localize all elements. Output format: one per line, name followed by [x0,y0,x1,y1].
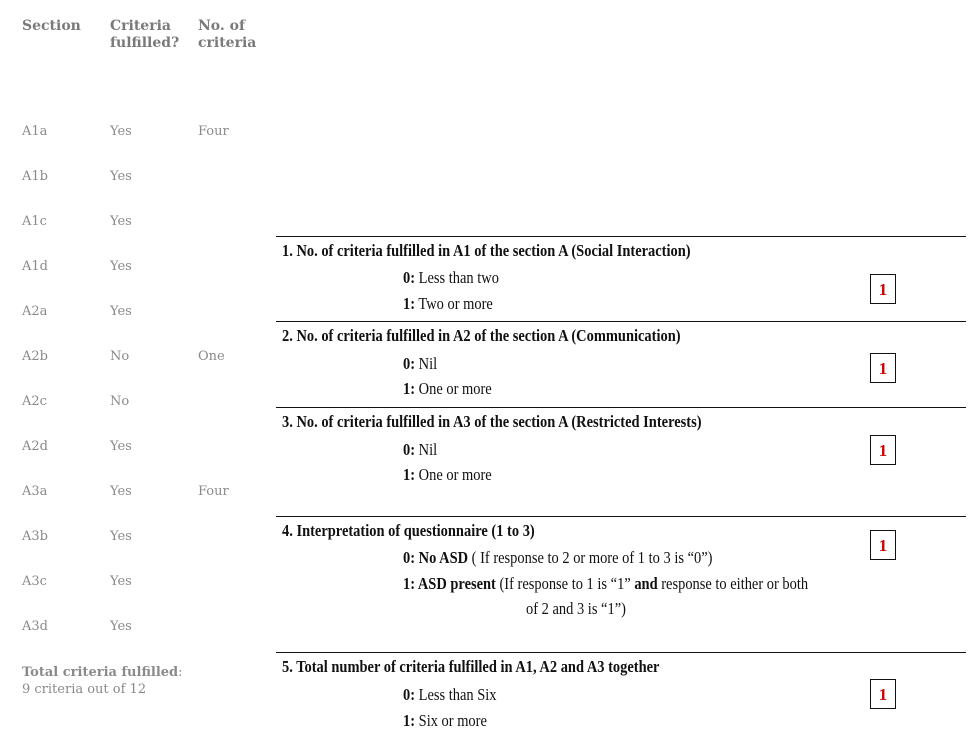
option-0: 0: No ASD ( If response to 2 or more of 1 to 3 is “0”) [403,548,713,567]
option-0: 0: Nil [403,354,438,373]
section-cell: A3a [22,484,48,499]
section-cell: A3b [22,529,48,544]
total-value: 9 criteria out of 12 [22,682,147,697]
option-1: 1: ASD present (If response to 1 is “1” and response to either or both [403,574,809,593]
total-label: Total criteria fulfilled [22,665,179,680]
question-block-2 [276,321,966,407]
header-criteria-fulfilled: Criteria fulfilled? [110,18,180,51]
section-cell: A2a [22,304,48,319]
score-box: 1 [870,274,896,304]
section-cell: A1b [22,169,48,184]
count-cell: One [198,349,225,364]
question-block-4 [276,516,966,652]
section-cell: A3d [22,619,48,634]
question-title: 2. No. of criteria fulfilled in A2 of the section A (Communication) [282,326,681,345]
option-0: 0: Less than two [403,268,499,287]
fulfilled-cell: No [110,394,130,409]
option-0: 0: Less than Six [403,685,497,704]
fulfilled-cell: Yes [110,169,132,184]
section-cell: A2d [22,439,48,454]
section-cell: A3c [22,574,47,589]
option-1: 1: One or more [403,379,492,398]
fulfilled-cell: No [110,349,130,364]
count-cell: Four [198,124,229,139]
header-no-of-criteria: No. of criteria [198,18,257,51]
option-1-continued: of 2 and 3 is “1”) [526,599,626,618]
count-cell: Four [198,484,229,499]
score-box: 1 [870,679,896,709]
fulfilled-cell: Yes [110,619,132,634]
option-1: 1: One or more [403,465,492,484]
option-1: 1: Six or more [403,711,487,730]
fulfilled-cell: Yes [110,574,132,589]
option-1: 1: Two or more [403,294,493,313]
question-block-1 [276,236,966,321]
question-block-3 [276,407,966,516]
fulfilled-cell: Yes [110,214,132,229]
section-cell: A1a [22,124,48,139]
header-section: Section [22,18,81,34]
option-0: 0: Nil [403,440,438,459]
fulfilled-cell: Yes [110,529,132,544]
question-title: 3. No. of criteria fulfilled in A3 of the section A (Restricted Interests) [282,412,702,431]
section-cell: A2b [22,349,48,364]
fulfilled-cell: Yes [110,304,132,319]
section-cell: A1c [22,214,47,229]
question-title: 5. Total number of criteria fulfilled in A1, A2 and A3 together [282,657,660,676]
fulfilled-cell: Yes [110,439,132,454]
score-box: 1 [870,435,896,465]
question-title: 4. Interpretation of questionnaire (1 to 3) [282,521,535,540]
fulfilled-cell: Yes [110,484,132,499]
score-box: 1 [870,530,896,560]
section-cell: A2c [22,394,47,409]
score-box: 1 [870,353,896,383]
fulfilled-cell: Yes [110,124,132,139]
total-criteria: Total criteria fulfilled: 9 criteria out of 12 [22,665,183,697]
question-block-5 [276,652,966,745]
fulfilled-cell: Yes [110,259,132,274]
section-cell: A1d [22,259,48,274]
question-title: 1. No. of criteria fulfilled in A1 of the section A (Social Interaction) [282,241,691,260]
